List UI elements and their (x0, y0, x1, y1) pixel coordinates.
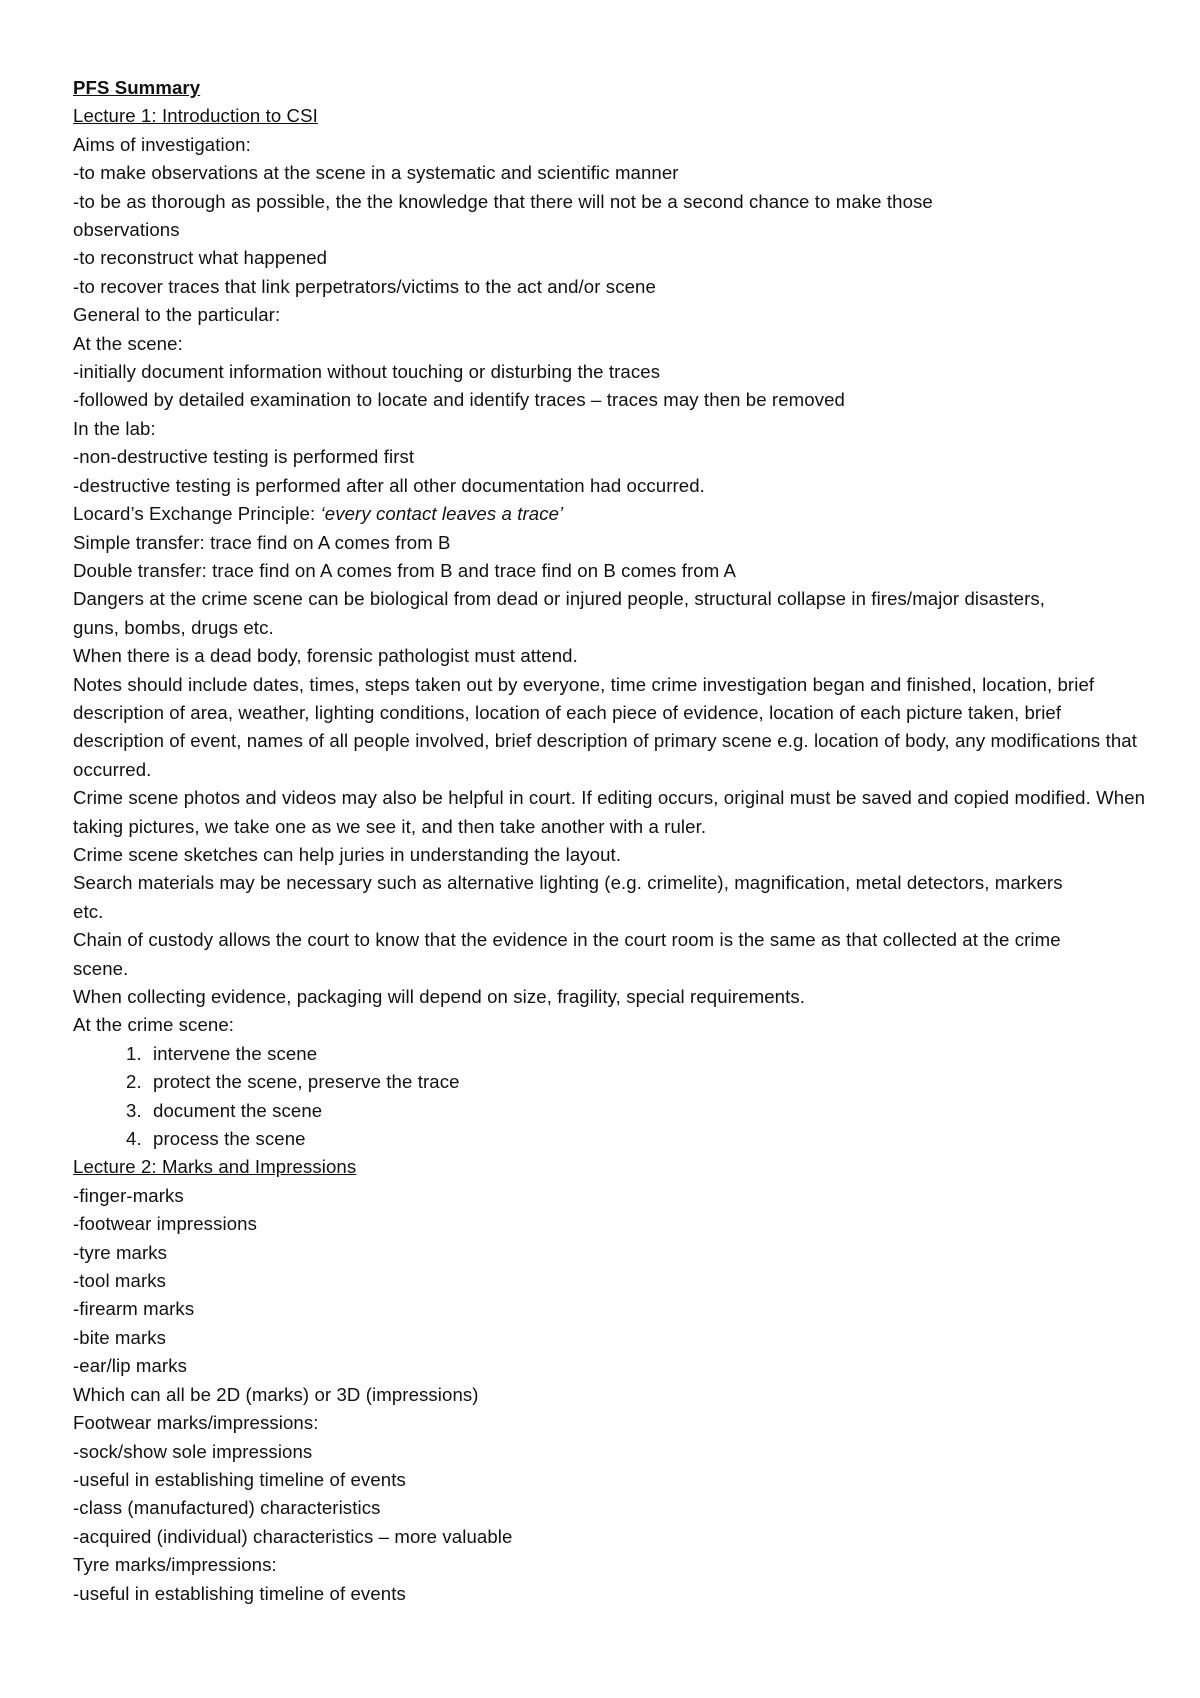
aims-item: -to recover traces that link perpetrators/victims to the act and/or scene (73, 275, 656, 297)
paragraph: Crime scene photos and videos may also be helpful in court. If editing occurs, original must be saved and copied modified. When taking pictures, we take one as we see it, and then take another with a ruler. (73, 787, 1146, 837)
crime-scene-steps (73, 1040, 1148, 1154)
aims-item: -to reconstruct what happened (73, 247, 328, 269)
footwear-heading: Footwear marks/impressions: (73, 1412, 319, 1434)
lecture-1-heading: Lecture 1: Introduction to CSI (73, 105, 318, 127)
marks-item: -finger-marks (73, 1184, 184, 1206)
locard-principle (73, 500, 1148, 528)
marks-item: -bite marks (73, 1326, 167, 1348)
paragraph: When there is a dead body, forensic pathologist must attend. (73, 645, 578, 667)
paragraph: When collecting evidence, packaging will depend on size, fragility, special requirements. (73, 986, 806, 1007)
step-item: 1. intervene the scene (147, 1040, 1148, 1068)
paragraph: Simple transfer: trace find on A comes from B (73, 531, 451, 553)
locard-quote: ‘every contact leaves a trace’ (320, 503, 564, 525)
dimension-note: Which can all be 2D (marks) or 3D (impressions) (73, 1383, 479, 1405)
tyre-item: -useful in establishing timeline of events (73, 1582, 406, 1604)
paragraph: Search materials may be necessary such as alternative lighting (e.g. crimelite), magnification, metal detectors, markers etc. (73, 872, 1063, 922)
marks-item: -tool marks (73, 1270, 167, 1292)
aims-heading: Aims of investigation: (73, 133, 251, 155)
crime-scene-heading: At the crime scene: (73, 1014, 235, 1036)
aims-item: -to be as thorough as possible, the the knowledge that there will not be a second chance to make those observations (73, 190, 933, 241)
document-title: PFS Summary (73, 77, 201, 98)
footwear-item: -sock/show sole impressions (73, 1440, 313, 1462)
at-scene-item: -initially document information without touching or disturbing the traces (73, 361, 661, 383)
tyre-heading: Tyre marks/impressions: (73, 1554, 277, 1576)
lecture-2-heading: Lecture 2: Marks and Impressions (73, 1156, 357, 1178)
marks-item: -firearm marks (73, 1298, 195, 1320)
marks-item: -ear/lip marks (73, 1355, 188, 1377)
paragraph: Notes should include dates, times, steps taken out by everyone, time crime investigation began and finished, location, brief description of area, weather, lighting conditions, location of each piece of evidence, location of each picture taken, brief description of event, names of all people involved, brief description of primary scene e.g. location of body, any modifications that occurred. (73, 673, 1137, 780)
marks-item: -footwear impressions (73, 1213, 257, 1235)
paragraph: Dangers at the crime scene can be biological from dead or injured people, structural collapse in fires/major disasters, guns, bombs, drugs etc. (73, 588, 1046, 638)
step-item: 3. document the scene (147, 1097, 1148, 1125)
paragraph: Crime scene sketches can help juries in understanding the layout. (73, 843, 622, 865)
lab-item: -non-destructive testing is performed first (73, 446, 415, 468)
at-scene-heading: At the scene: (73, 332, 183, 354)
footwear-item: -acquired (individual) characteristics – more valuable (73, 1525, 513, 1547)
footwear-item: -class (manufactured) characteristics (73, 1497, 381, 1519)
locard-label: Locard’s Exchange Principle: (73, 503, 321, 525)
step-item: 2. protect the scene, preserve the trace (147, 1068, 1148, 1096)
general-heading: General to the particular: (73, 304, 281, 326)
paragraph: Chain of custody allows the court to know that the evidence in the court room is the same as that collected at the crime scene. (73, 929, 1061, 979)
paragraph: Double transfer: trace find on A comes from B and trace find on B comes from A (73, 559, 737, 581)
document-body (73, 74, 1148, 1608)
at-scene-item: -followed by detailed examination to locate and identify traces – traces may then be removed (73, 389, 845, 411)
footwear-item: -useful in establishing timeline of events (73, 1468, 406, 1490)
lab-heading: In the lab: (73, 417, 156, 439)
step-item: 4. process the scene (147, 1125, 1148, 1153)
aims-item: -to make observations at the scene in a systematic and scientific manner (73, 162, 679, 184)
marks-item: -tyre marks (73, 1241, 168, 1263)
lab-item: -destructive testing is performed after all other documentation had occurred. (73, 474, 705, 496)
